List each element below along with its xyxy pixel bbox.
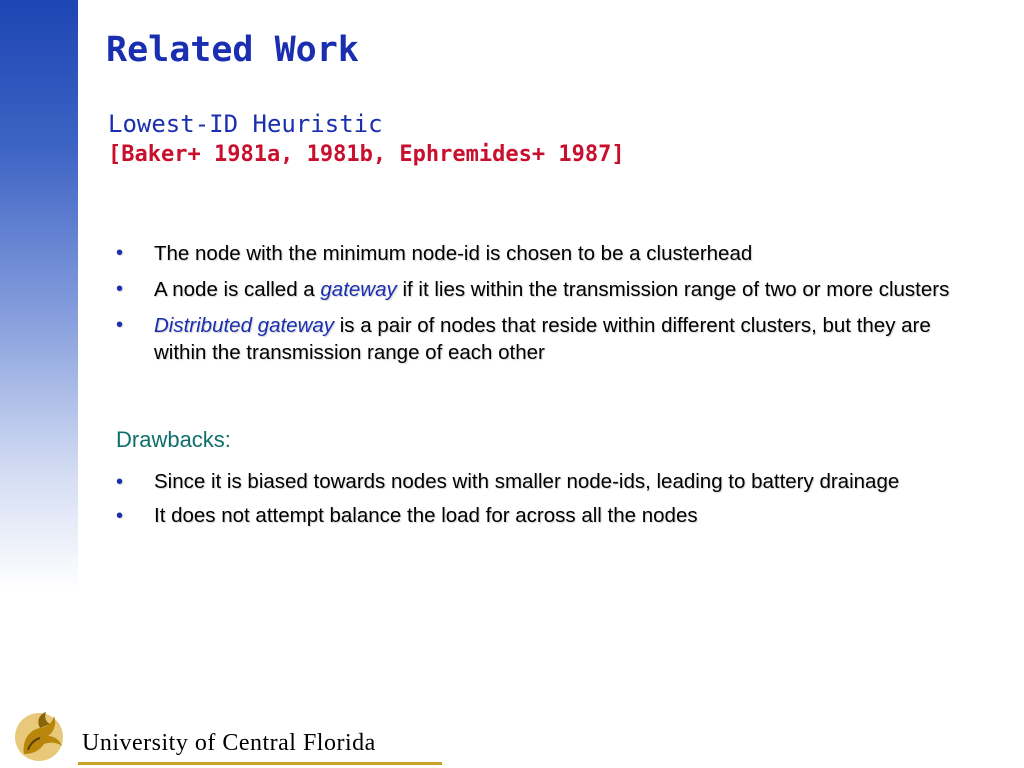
drawback-list (116, 467, 976, 535)
slide-title: Related Work (106, 30, 359, 70)
bullet-text-pre: A node is called a (154, 278, 321, 301)
drawback-item (116, 501, 976, 531)
bullet-text-post: if it lies within the transmission range of two or more clusters (396, 278, 950, 301)
bullet-dot-icon: • (116, 314, 124, 336)
bullet-text: The node with the minimum node-id is chosen to be a clusterhead (154, 242, 753, 265)
footer-divider (78, 762, 442, 765)
term-gateway: gateway (320, 278, 397, 301)
drawback-text: It does not attempt balance the load for across all the nodes (154, 504, 698, 527)
bullet-dot-icon: • (116, 471, 124, 493)
slide-subtitle: Lowest-ID Heuristic (108, 110, 383, 138)
drawbacks-heading: Drawbacks: (116, 427, 231, 452)
university-name: University of Central Florida (82, 730, 376, 756)
bullet-text-post: is a pair of nodes that reside within different clusters, but they are within the transmission range of each other (154, 314, 931, 364)
bullet-item (116, 276, 976, 303)
bullet-dot-icon: • (116, 242, 124, 264)
bullet-item (116, 312, 976, 366)
bullet-dot-icon: • (116, 278, 124, 300)
pegasus-logo-icon (10, 706, 68, 764)
drawback-item (116, 467, 976, 497)
bullet-item (116, 240, 976, 267)
bullet-dot-icon: • (116, 505, 124, 527)
term-distributed-gateway: Distributed gateway (154, 314, 335, 337)
citation: [Baker+ 1981a, 1981b, Ephremides+ 1987] (108, 142, 625, 167)
drawback-text: Since it is biased towards nodes with smaller node-ids, leading to battery drainage (154, 470, 900, 493)
bullet-list (116, 240, 976, 375)
side-gradient-bar (0, 0, 78, 590)
